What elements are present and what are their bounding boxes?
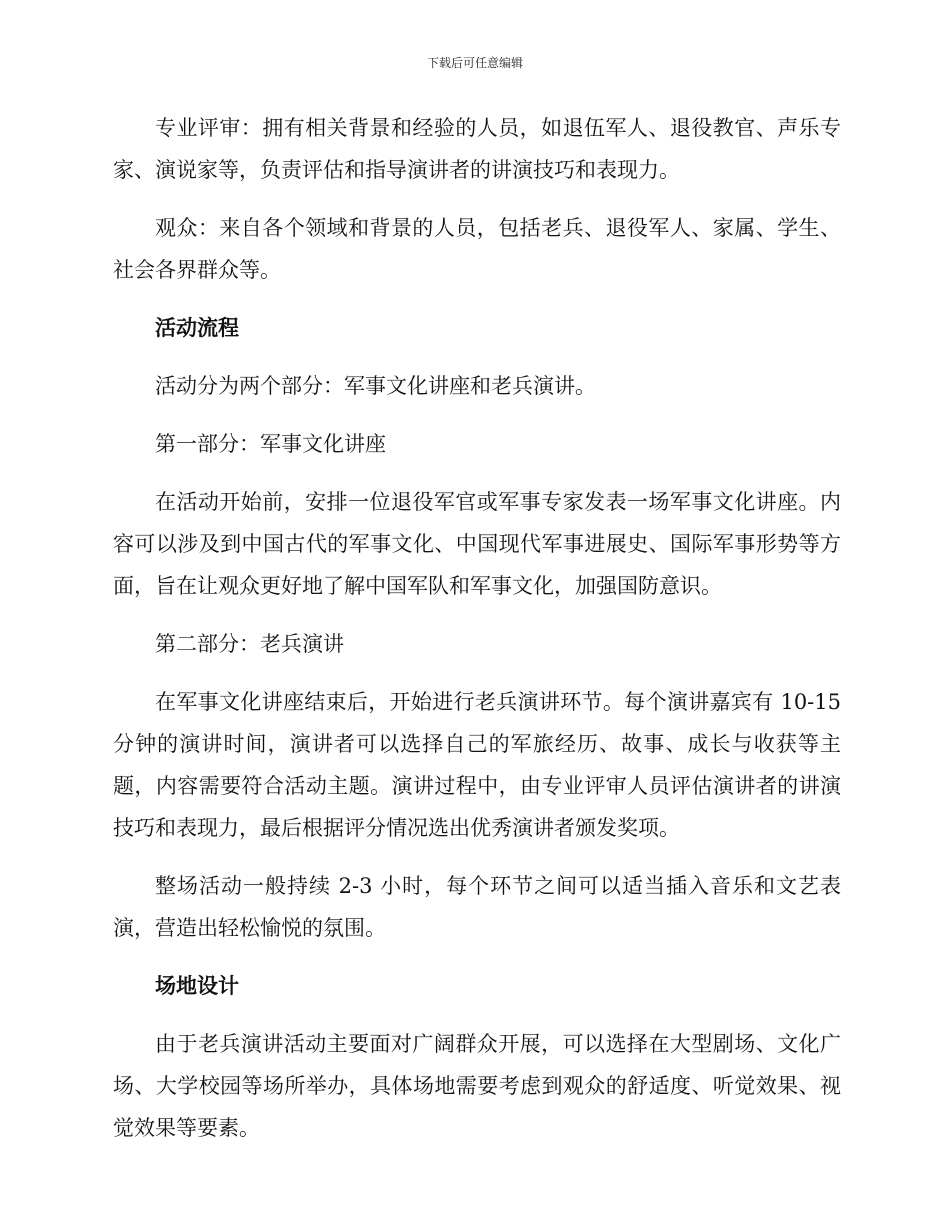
heading-activity-process: 活动流程 (155, 316, 239, 340)
page-header: 下载后可任意编辑 (426, 56, 523, 70)
paragraph-part-one-body: 在活动开始前，安排一位退役军官或军事专家发表一场军事文化讲座。内容可以涉及到中国古代的军事文化、中国现代军事进展史、国际军事形势等方面，旨在让观众更好地了解中国军队和军事文化，加强国防意识。 (113, 490, 841, 598)
paragraph-professional-judges: 专业评审：拥有相关背景和经验的人员，如退伍军人、退役教官、声乐专家、演说家等，负责评估和指导演讲者的讲演技巧和表现力。 (113, 116, 841, 182)
paragraph-part-one-title: 第一部分：军事文化讲座 (155, 432, 386, 456)
paragraph-audience: 观众：来自各个领域和背景的人员，包括老兵、退役军人、家属、学生、社会各界群众等。 (113, 216, 841, 282)
paragraph-duration: 整场活动一般持续 2-3 小时，每个环节之间可以适当插入音乐和文艺表演，营造出轻松愉悦的氛围。 (113, 874, 841, 940)
heading-venue-design: 场地设计 (155, 974, 239, 998)
paragraph-part-two-title: 第二部分：老兵演讲 (155, 632, 344, 656)
paragraph-part-two-body: 在军事文化讲座结束后，开始进行老兵演讲环节。每个演讲嘉宾有 10-15 分钟的演讲时间，演讲者可以选择自己的军旅经历、故事、成长与收获等主题，内容需要符合活动主题。演讲过程中，由专业评审人员评估演讲者的讲演技巧和表现力，最后根据评分情况选出优秀演讲者颁发奖项。 (113, 690, 841, 840)
paragraph-activity-parts: 活动分为两个部分：军事文化讲座和老兵演讲。 (155, 374, 596, 398)
paragraph-venue-body: 由于老兵演讲活动主要面对广阔群众开展，可以选择在大型剧场、文化广场、大学校园等场所举办，具体场地需要考虑到观众的舒适度、听觉效果、视觉效果等要素。 (113, 1032, 841, 1140)
document-body (113, 107, 841, 1165)
